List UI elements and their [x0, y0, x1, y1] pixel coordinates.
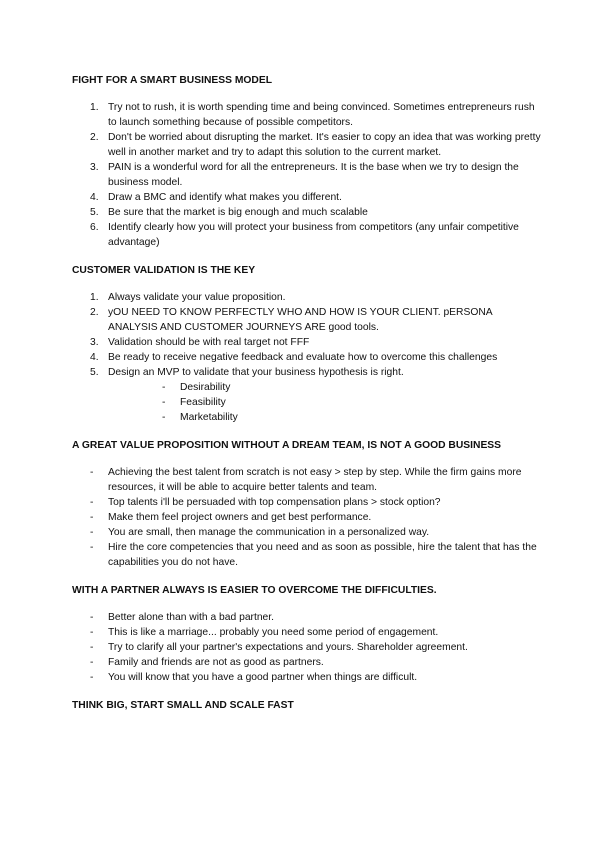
list-number: 2. — [90, 307, 99, 318]
list-item-text: Design an MVP to validate that your business hypothesis is right. — [108, 367, 404, 378]
dash-marker: - — [90, 542, 94, 553]
list-item-text: You are small, then manage the communication in a personalized way. — [108, 527, 430, 538]
sub-list-item — [108, 380, 542, 395]
list-item-text: Make them feel project owners and get best performance. — [108, 512, 372, 523]
list-number: 5. — [90, 207, 99, 218]
list-item-text: PAIN is a wonderful word for all the entrepreneurs. It is the base when we try to design the business model. — [108, 162, 519, 188]
list-item-text: Try not to rush, it is worth spending time and being convinced. Sometimes entrepreneurs rush to launch something because of possible competitors. — [108, 102, 535, 128]
dash-marker: - — [90, 497, 94, 508]
numbered-list — [72, 100, 542, 250]
list-number: 5. — [90, 367, 99, 378]
list-item-text: Be sure that the market is big enough and much scalable — [108, 207, 368, 218]
list-item-text: Hire the core competencies that you need and as soon as possible, hire the talent that has the capabilities you do not have. — [108, 542, 537, 568]
dash-list — [72, 465, 542, 570]
section-think-big — [72, 698, 542, 713]
list-number: 3. — [90, 337, 99, 348]
dash-marker: - — [90, 642, 94, 653]
dash-list — [72, 610, 542, 685]
sub-item-text: Feasibility — [180, 397, 226, 408]
list-item — [72, 160, 542, 190]
document-body — [72, 73, 542, 713]
list-item-text: Always validate your value proposition. — [108, 292, 286, 303]
section-business-model — [72, 73, 542, 250]
list-item — [72, 205, 542, 220]
list-item — [72, 190, 542, 205]
section-heading: WITH A PARTNER ALWAYS IS EASIER TO OVERCOME THE DIFFICULTIES. — [72, 585, 437, 596]
numbered-list — [72, 290, 542, 425]
section-heading: A GREAT VALUE PROPOSITION WITHOUT A DREAM TEAM, IS NOT A GOOD BUSINESS — [72, 440, 502, 451]
list-item-text: Be ready to receive negative feedback and evaluate how to overcome this challenges — [108, 352, 498, 363]
list-item — [72, 365, 542, 425]
dash-marker: - — [90, 527, 94, 538]
dash-marker: - — [90, 672, 94, 683]
list-number: 3. — [90, 162, 99, 173]
list-item-text: This is like a marriage... probably you need some period of engagement. — [108, 627, 439, 638]
list-number: 1. — [90, 292, 99, 303]
list-item — [72, 220, 542, 250]
section-partner — [72, 583, 542, 685]
list-item — [72, 655, 542, 670]
list-number: 2. — [90, 132, 99, 143]
list-item — [72, 335, 542, 350]
dash-marker: - — [90, 612, 94, 623]
list-item-text: Don't be worried about disrupting the market. It's easier to copy an idea that was working pretty well in another market and try to adapt this solution to the current market. — [108, 132, 541, 158]
section-dream-team — [72, 438, 542, 570]
sub-item-text: Marketability — [180, 412, 238, 423]
list-item-text: Identify clearly how you will protect your business from competitors (any unfair competitive advantage) — [108, 222, 519, 248]
list-item-text: Try to clarify all your partner's expectations and yours. Shareholder agreement. — [108, 642, 468, 653]
sub-list-item — [108, 395, 542, 410]
list-item-text: You will know that you have a good partner when things are difficult. — [108, 672, 418, 683]
list-item — [72, 465, 542, 495]
dash-marker: - — [90, 467, 94, 478]
section-customer-validation — [72, 263, 542, 425]
section-heading: THINK BIG, START SMALL AND SCALE FAST — [72, 700, 294, 711]
list-number: 1. — [90, 102, 99, 113]
list-item — [72, 130, 542, 160]
list-number: 4. — [90, 192, 99, 203]
list-item — [72, 495, 542, 510]
list-item — [72, 290, 542, 305]
list-item-text: Family and friends are not as good as partners. — [108, 657, 324, 668]
list-item-text: Validation should be with real target not FFF — [108, 337, 310, 348]
dash-marker: - — [162, 412, 166, 423]
sub-list-item — [108, 410, 542, 425]
list-item — [72, 525, 542, 540]
list-item — [72, 510, 542, 525]
sub-item-text: Desirability — [180, 382, 231, 393]
list-item — [72, 540, 542, 570]
list-item — [72, 625, 542, 640]
list-item — [72, 610, 542, 625]
dash-marker: - — [90, 627, 94, 638]
list-item — [72, 670, 542, 685]
dash-marker: - — [90, 512, 94, 523]
list-number: 4. — [90, 352, 99, 363]
list-item — [72, 640, 542, 655]
section-heading: FIGHT FOR A SMART BUSINESS MODEL — [72, 75, 273, 86]
list-item — [72, 305, 542, 335]
dash-marker: - — [162, 382, 166, 393]
list-item-text: Better alone than with a bad partner. — [108, 612, 275, 623]
sub-list — [108, 380, 542, 425]
list-item-text: yOU NEED TO KNOW PERFECTLY WHO AND HOW IS YOUR CLIENT. pERSONA ANALYSIS AND CUSTOMER JOURNEYS ARE good tools. — [108, 307, 493, 333]
list-item-text: Achieving the best talent from scratch is not easy > step by step. While the firm gains more resources, it will be able to acquire better talents and team. — [108, 467, 522, 493]
dash-marker: - — [162, 397, 166, 408]
section-heading: CUSTOMER VALIDATION IS THE KEY — [72, 265, 256, 276]
list-item-text: Top talents i'll be persuaded with top compensation plans > stock option? — [108, 497, 441, 508]
list-item — [72, 100, 542, 130]
dash-marker: - — [90, 657, 94, 668]
list-number: 6. — [90, 222, 99, 233]
list-item — [72, 350, 542, 365]
list-item-text: Draw a BMC and identify what makes you different. — [108, 192, 342, 203]
